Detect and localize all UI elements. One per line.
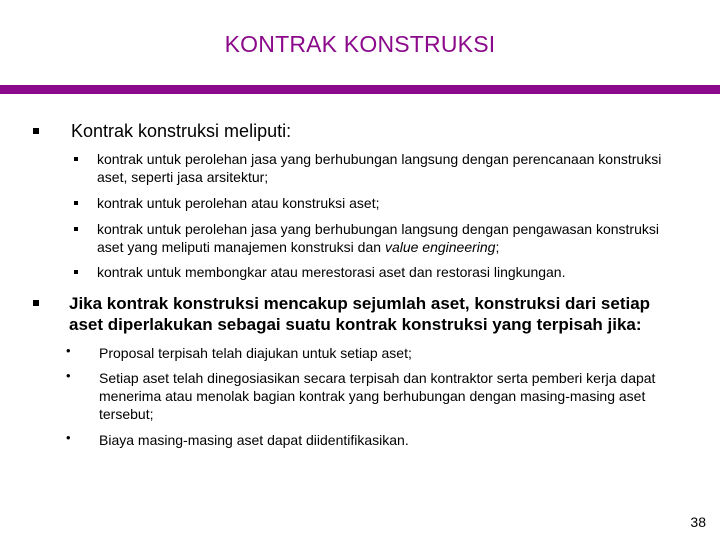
section1-item-3-text: kontrak untuk perolehan jasa yang berhubungan langsung dengan pengawasan konstruksi aset yang meliputi manajemen konstruksi dan: [97, 221, 659, 255]
square-bullet-icon: [74, 227, 78, 231]
square-bullet-icon: [74, 270, 78, 274]
dot-bullet-icon: •: [66, 368, 71, 383]
section1-item-1: kontrak untuk perolehan jasa yang berhubungan langsung dengan perencanaan konstruksi aset, seperti jasa arsitektur;: [97, 151, 662, 185]
square-bullet-icon: [33, 300, 39, 306]
section1-item-3-italic: value engineering: [384, 239, 496, 255]
section2-heading: Jika kontrak konstruksi mencakup sejumlah aset, konstruksi dari setiap aset diperlakukan sebagai suatu kontrak konstruksi yang terpisah jika:: [69, 294, 651, 334]
section2-item-2: Setiap aset telah dinegosiasikan secara terpisah dan kontraktor serta pemberi kerja dapat menerima atau menolak bagian kontrak yang berhubungan dengan masing-masing aset tersebut;: [99, 370, 656, 422]
section1-heading: Kontrak konstruksi meliputi:: [71, 121, 292, 141]
title-divider: [0, 85, 720, 94]
section1-item-2: kontrak untuk perolehan atau konstruksi aset;: [97, 195, 380, 211]
section2-item-3: Biaya masing-masing aset dapat diidentifikasikan.: [99, 432, 409, 448]
section1-item-4: kontrak untuk membongkar atau merestorasi aset dan restorasi lingkungan.: [97, 264, 566, 280]
dot-bullet-icon: •: [66, 343, 71, 358]
section1-item-3-end: ;: [495, 239, 500, 255]
page-number: 38: [690, 514, 706, 530]
square-bullet-icon: [33, 128, 39, 134]
slide-title: KONTRAK KONSTRUKSI: [224, 31, 496, 57]
section1-item-3: [97, 220, 687, 256]
square-bullet-icon: [74, 157, 78, 161]
dot-bullet-icon: •: [66, 430, 71, 445]
section2-item-1: Proposal terpisah telah diajukan untuk setiap aset;: [99, 345, 412, 361]
square-bullet-icon: [74, 201, 78, 205]
